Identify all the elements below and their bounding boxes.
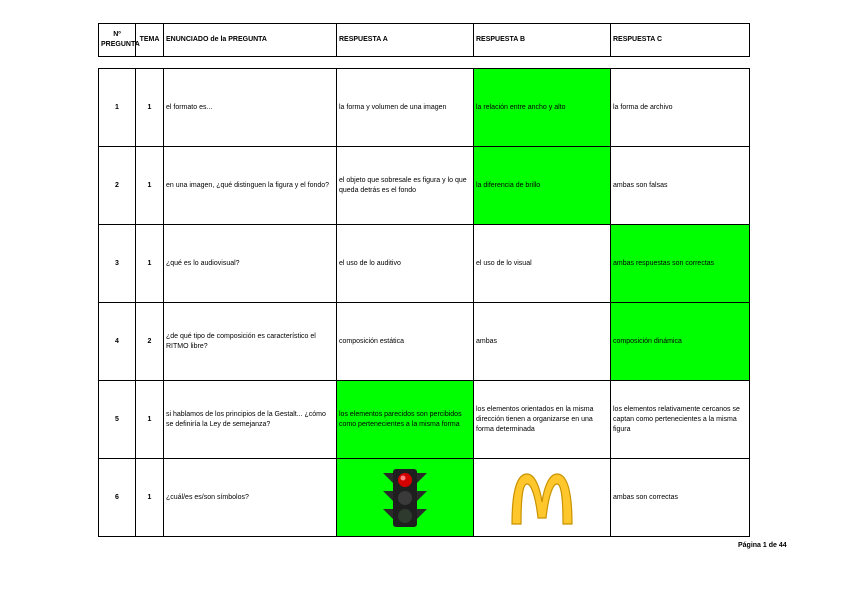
- header-tema: TEMA: [136, 24, 164, 57]
- header-respuesta-a: RESPUESTA A: [337, 24, 474, 57]
- question-number: 2: [99, 147, 136, 225]
- header-table: [98, 23, 750, 57]
- question-tema: 1: [136, 225, 164, 303]
- table-row: [99, 225, 750, 303]
- question-number: 5: [99, 381, 136, 459]
- table-row: [99, 147, 750, 225]
- question-text: en una imagen, ¿qué distinguen la figura y el fondo?: [164, 147, 337, 225]
- answer-a: el objeto que sobresale es figura y lo que queda detrás es el fondo: [337, 147, 474, 225]
- traffic-light-icon: [372, 465, 438, 531]
- header-row: [99, 24, 750, 57]
- question-tema: 1: [136, 69, 164, 147]
- answer-a-correct: los elementos parecidos son percibidos como pertenecientes a la misma forma: [337, 381, 474, 459]
- answer-b-correct: la relación entre ancho y alto: [474, 69, 611, 147]
- answer-b: los elementos orientados en la misma dirección tienen a organizarse en una forma determinada: [474, 381, 611, 459]
- table-row: [99, 459, 750, 537]
- question-text: ¿qué es lo audiovisual?: [164, 225, 337, 303]
- header-respuesta-c: RESPUESTA C: [611, 24, 750, 57]
- question-number: 3: [99, 225, 136, 303]
- answer-a-correct: [337, 459, 474, 537]
- table-row: [99, 303, 750, 381]
- answer-c-correct: composición dinámica: [611, 303, 750, 381]
- question-text: el formato es...: [164, 69, 337, 147]
- answer-c: ambas son falsas: [611, 147, 750, 225]
- answer-a: la forma y volumen de una imagen: [337, 69, 474, 147]
- header-num: Nº PREGUNTA: [99, 24, 136, 57]
- mcdonalds-logo-icon: [502, 468, 582, 528]
- question-number: 4: [99, 303, 136, 381]
- answer-b: el uso de lo visual: [474, 225, 611, 303]
- question-number: 1: [99, 69, 136, 147]
- answer-b: ambas: [474, 303, 611, 381]
- questions-table: [98, 68, 750, 537]
- header-enunciado: ENUNCIADO de la PREGUNTA: [164, 24, 337, 57]
- question-tema: 1: [136, 459, 164, 537]
- answer-b-correct: la diferencia de brillo: [474, 147, 611, 225]
- table-row: [99, 381, 750, 459]
- question-tema: 1: [136, 147, 164, 225]
- question-tema: 1: [136, 381, 164, 459]
- answer-c: los elementos relativamente cercanos se captan como pertenecientes a la misma figura: [611, 381, 750, 459]
- table-row: [99, 69, 750, 147]
- answer-a: composición estática: [337, 303, 474, 381]
- answer-c: ambas son correctas: [611, 459, 750, 537]
- answer-c: la forma de archivo: [611, 69, 750, 147]
- question-text: ¿cuál/es es/son símbolos?: [164, 459, 337, 537]
- answer-a: el uso de lo auditivo: [337, 225, 474, 303]
- question-tema: 2: [136, 303, 164, 381]
- question-text: ¿de qué tipo de composición es característico el RITMO libre?: [164, 303, 337, 381]
- page-counter: Página 1 de 44: [738, 542, 787, 549]
- question-text: si hablamos de los principios de la Gestalt... ¿cómo se definiría la Ley de semejanza?: [164, 381, 337, 459]
- header-respuesta-b: RESPUESTA B: [474, 24, 611, 57]
- answer-c-correct: ambas respuestas son correctas: [611, 225, 750, 303]
- question-number: 6: [99, 459, 136, 537]
- answer-b: [474, 459, 611, 537]
